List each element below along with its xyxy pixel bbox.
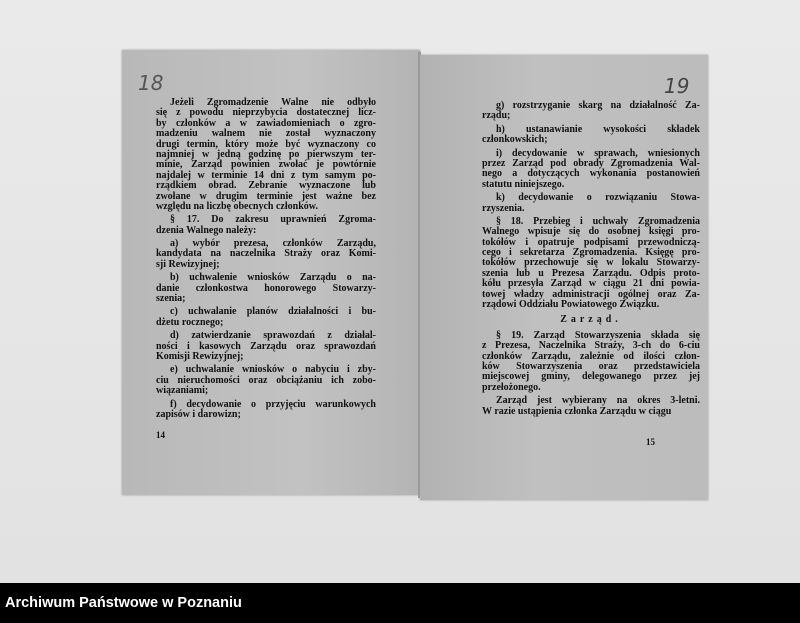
text-line: drugi termin, który może być wyznaczony co bbox=[156, 138, 376, 150]
paragraph bbox=[156, 98, 376, 212]
left-page-text bbox=[156, 98, 376, 423]
text-line: h) ustanawianie wysokości składek bbox=[496, 123, 700, 135]
text-line: d) zatwierdzanie sprawozdań z działal- bbox=[170, 330, 376, 342]
archive-name: Archiwum Państwowe w Poznaniu bbox=[5, 595, 242, 611]
text-line: cego i sekretarza Zgromadzenia. Księgę pro- bbox=[482, 247, 700, 259]
text-line: miejscowej gminy, delegowanego przez jej bbox=[482, 371, 700, 383]
text-line: a) wybór prezesa, członków Zarządu, bbox=[170, 238, 376, 250]
text-line: z Prezesa, Naczelnika Straży, 3-ch do 6-ciu bbox=[482, 340, 700, 352]
paragraph bbox=[156, 215, 376, 236]
text-line: b) uchwalenie wniosków Zarządu o na- bbox=[170, 272, 376, 284]
text-line: wiązaniami; bbox=[156, 385, 209, 397]
text-line: kandydata na naczelnika Straży oraz Komi- bbox=[156, 248, 376, 260]
text-line: W razie ustąpienia członka Zarządu w ciągu bbox=[482, 405, 672, 417]
text-line: członków Zarządu, zależnie od ilości człon- bbox=[482, 350, 700, 362]
text-line: dzenia Walnego należy: bbox=[156, 224, 257, 236]
paragraph bbox=[156, 307, 376, 328]
text-line: § 19. Zarząd Stowarzyszenia składa się bbox=[496, 329, 700, 341]
page-number: 15 bbox=[646, 437, 655, 447]
text-line: k) decydowanie o rozwiązaniu Stowa- bbox=[496, 192, 700, 204]
text-line: ności i kasowych Zarządu oraz sprawozdań bbox=[156, 340, 376, 352]
text-line: rzyszenia. bbox=[482, 202, 525, 214]
text-line: zapisów i darowizn; bbox=[156, 408, 241, 420]
text-line: względu na liczbę obecnych członków. bbox=[156, 200, 318, 212]
handwritten-folio-number: 18 bbox=[138, 71, 164, 95]
text-line: statutu niniejszego. bbox=[482, 178, 565, 190]
text-line: towej władzy administracji ogólnej oraz Za- bbox=[482, 288, 700, 300]
text-line: danie członkostwa honorowego Stowarzy- bbox=[156, 282, 376, 294]
section-heading: Zarząd. bbox=[560, 314, 622, 326]
text-line: c) uchwalanie planów działalności i bu- bbox=[170, 306, 376, 318]
text-line: szenia; bbox=[156, 293, 186, 305]
text-line: najmniej w jedną godzinę po pierwszym ter- bbox=[156, 148, 376, 160]
text-line: Walnego wpisuje się do osobnej księgi pro- bbox=[482, 226, 700, 238]
right-page-text bbox=[482, 101, 700, 420]
paragraph bbox=[482, 149, 700, 191]
text-line: by członków a w zawiadomieniach o zgro- bbox=[156, 117, 376, 129]
text-line: rządowi Oddziału Powiatowego Związku. bbox=[482, 299, 660, 311]
text-line: członkowskich; bbox=[482, 134, 548, 146]
paragraph bbox=[156, 273, 376, 304]
text-line: tokółów przechowuje się w lokalu Stowarzy- bbox=[482, 257, 700, 269]
paragraph bbox=[482, 396, 700, 417]
text-line: nego a dotyczących wykonania postanowień bbox=[482, 168, 700, 180]
text-line: najdalej w terminie 14 dni z tym samym po- bbox=[156, 169, 376, 181]
text-line: minie, Zarząd powinien zwołać je powtórnie bbox=[156, 159, 376, 171]
paragraph bbox=[482, 193, 700, 214]
text-line: Zarząd jest wybierany na okres 3-letni. bbox=[496, 395, 700, 407]
text-line: się z powodu nieprzybycia dostatecznej licz- bbox=[156, 107, 376, 119]
text-line: g) rozstrzyganie skarg na działalność Za- bbox=[496, 100, 700, 111]
right-page bbox=[420, 55, 708, 500]
text-line: § 18. Przebieg i uchwały Zgromadzenia bbox=[496, 215, 700, 227]
text-line: ków Stowarzyszenia oraz przedstawiciela bbox=[482, 360, 700, 372]
paragraph bbox=[482, 331, 700, 393]
archive-caption-bar bbox=[0, 583, 800, 623]
paragraph bbox=[156, 365, 376, 396]
left-page bbox=[122, 50, 420, 495]
paragraph bbox=[482, 217, 700, 311]
text-line: kółu przesyła Zarząd w ciągu 21 dni powia- bbox=[482, 278, 700, 290]
paragraph bbox=[482, 125, 700, 146]
paragraph bbox=[156, 239, 376, 270]
paragraph bbox=[156, 331, 376, 362]
text-line: i) decydowanie w sprawach, wniesionych bbox=[496, 147, 700, 159]
text-line: Komisji Rewizyjnej; bbox=[156, 350, 244, 362]
paragraph bbox=[156, 400, 376, 421]
text-line: rządkiem obrad. Zebranie wyznaczone lub bbox=[156, 180, 376, 192]
page-number: 14 bbox=[156, 430, 165, 440]
handwritten-folio-number: 19 bbox=[664, 74, 690, 98]
paragraph bbox=[482, 101, 700, 122]
text-line: rządu; bbox=[482, 110, 511, 122]
text-line: f) decydowanie o przyjęciu warunkowych bbox=[170, 398, 376, 410]
text-line: ciu nieruchomości oraz obciążaniu ich zobo- bbox=[156, 374, 376, 386]
text-line: § 17. Do zakresu uprawnień Zgroma- bbox=[170, 214, 376, 226]
text-line: przełożonego. bbox=[482, 381, 541, 393]
text-line: przez Zarząd pod obrady Zgromadzenia Wal- bbox=[482, 157, 700, 169]
text-line: madzeniu walnem nie został wyznaczony bbox=[156, 128, 376, 140]
text-line: e) uchwalanie wniosków o nabyciu i zby- bbox=[170, 364, 376, 376]
text-line: dżetu rocznego; bbox=[156, 316, 224, 328]
text-line: zwołane w drugim terminie jest ważne bez bbox=[156, 190, 376, 202]
text-line: sji Rewizyjnej; bbox=[156, 258, 220, 270]
text-line: szenia lub u Prezesa Zarządu. Odpis proto- bbox=[482, 267, 700, 279]
text-line: tokółów i opatruje podpisami przewodniczą- bbox=[482, 236, 700, 248]
text-line: Jeżeli Zgromadzenie Walne nie odbyło bbox=[170, 97, 376, 108]
